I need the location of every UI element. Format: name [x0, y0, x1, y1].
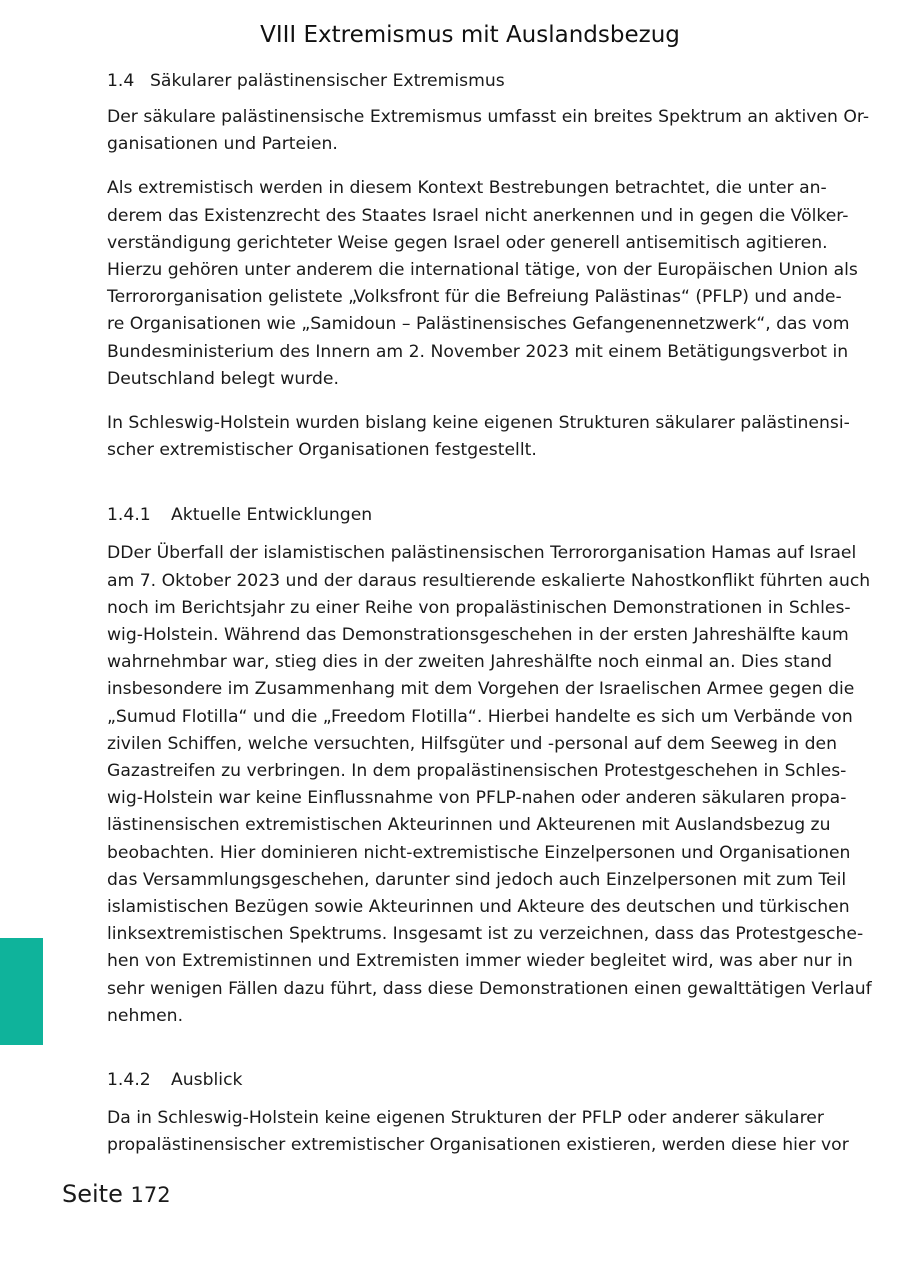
text-line: re Organisationen wie „Samidoun – Palästinensisches Gefangenennetzwerk“, das vom — [107, 314, 850, 335]
paragraph — [107, 540, 872, 1030]
text-line: Hierzu gehören unter anderem die international tätige, von der Europäischen Union als — [107, 260, 858, 281]
paragraph — [107, 410, 850, 464]
text-line: Der säkulare palästinensische Extremismus umfasst ein breites Spektrum an aktiven Or- — [107, 107, 870, 127]
text-line: hen von Extremistinnen und Extremisten immer wieder begleitet wird, was aber nur in — [107, 951, 853, 972]
text-line: zivilen Schiffen, welche versuchten, Hilfsgüter und -personal auf dem Seeweg in den — [107, 733, 838, 754]
text-line: Terrororganisation gelistete „Volksfront für die Befreiung Palästinas“ (PFLP) und ande- — [107, 287, 842, 308]
text-line: nehmen. — [107, 1005, 184, 1026]
text-line: insbesondere im Zusammenhang mit dem Vorgehen der Israelischen Armee gegen die — [107, 679, 855, 700]
page-label: Seite — [62, 1180, 123, 1208]
text-line: Bundesministerium des Innern am 2. November 2023 mit einem Betätigungsverbot in — [107, 341, 849, 362]
chapter-side-marker — [0, 938, 43, 1045]
text-line: Deutschland belegt wurde. — [107, 368, 339, 389]
text-line: Gazastreifen zu verbringen. In dem propalästinensischen Protestgeschehen in Schles- — [107, 761, 847, 782]
subsection-title: Ausblick — [171, 1070, 243, 1091]
text-line: ganisationen und Parteien. — [107, 134, 338, 155]
paragraph — [107, 1105, 849, 1159]
text-line: derem das Existenzrecht des Staates Israel nicht anerkennen und in gegen die Völker- — [107, 205, 849, 226]
text-line: sehr wenigen Fällen dazu führt, dass diese Demonstrationen einen gewalttätigen Verlauf — [107, 978, 872, 999]
page-number — [62, 1180, 171, 1208]
section-title: Säkularer palästinensischer Extremismus — [150, 71, 505, 91]
text-line: Als extremistisch werden in diesem Kontext Bestrebungen betrachtet, die unter an- — [107, 178, 827, 199]
text-line: wahrnehmbar war, stieg dies in der zweiten Jahreshälfte noch einmal an. Dies stand — [107, 652, 833, 673]
text-line: lästinensischen extremistischen Akteurinnen und Akteurenen mit Auslandsbezug zu — [107, 815, 831, 836]
paragraph — [107, 104, 870, 158]
text-line: DDer Überfall der islamistischen palästinensischen Terrororganisation Hamas auf Israel — [107, 543, 857, 564]
page-number-value: 172 — [130, 1183, 171, 1207]
text-line: Da in Schleswig-Holstein keine eigenen Strukturen der PFLP oder anderer säkularer — [107, 1108, 824, 1129]
text-line: beobachten. Hier dominieren nicht-extremistische Einzelpersonen und Organisationen — [107, 842, 851, 863]
section-heading — [107, 68, 842, 95]
paragraph — [107, 175, 858, 393]
text-line: propalästinensischer extremistischer Organisationen existieren, werden diese hier vor — [107, 1135, 849, 1156]
text-line: „Sumud Flotilla“ und die „Freedom Flotilla“. Hierbei handelte es sich um Verbände von — [107, 706, 853, 727]
text-line: scher extremistischer Organisationen festgestellt. — [107, 440, 537, 461]
subsection-heading-outlook — [107, 1067, 842, 1094]
page-content — [107, 68, 872, 1160]
subsection-heading-developments — [107, 502, 842, 529]
section-number: 1.4 — [107, 71, 135, 91]
text-line: noch im Berichtsjahr zu einer Reihe von propalästinischen Demonstrationen in Schles- — [107, 597, 851, 618]
subsection-number: 1.4.1 — [107, 505, 151, 526]
chapter-title: VIII Extremismus mit Auslandsbezug — [260, 22, 680, 48]
text-line: verständigung gerichteter Weise gegen Israel oder generell antisemitisch agitieren. — [107, 232, 828, 253]
text-line: das Versammlungsgeschehen, darunter sind jedoch auch Einzelpersonen mit zum Teil — [107, 869, 847, 890]
subsection-number: 1.4.2 — [107, 1070, 151, 1091]
text-line: In Schleswig-Holstein wurden bislang keine eigenen Strukturen säkularer palästinensi- — [107, 413, 850, 434]
text-line: wig-Holstein war keine Einflussnahme von PFLP-nahen oder anderen säkularen propa- — [107, 788, 847, 809]
text-line: linksextremistischen Spektrums. Insgesamt ist zu verzeichnen, dass das Protestgesche- — [107, 924, 864, 945]
text-line: wig-Holstein. Während das Demonstrationsgeschehen in der ersten Jahreshälfte kaum — [107, 625, 849, 646]
text-line: islamistischen Bezügen sowie Akteurinnen und Akteure des deutschen und türkischen — [107, 897, 850, 918]
subsection-title: Aktuelle Entwicklungen — [171, 505, 373, 526]
text-line: am 7. Oktober 2023 und der daraus resultierende eskalierte Nahostkonflikt führten auch — [107, 570, 871, 591]
